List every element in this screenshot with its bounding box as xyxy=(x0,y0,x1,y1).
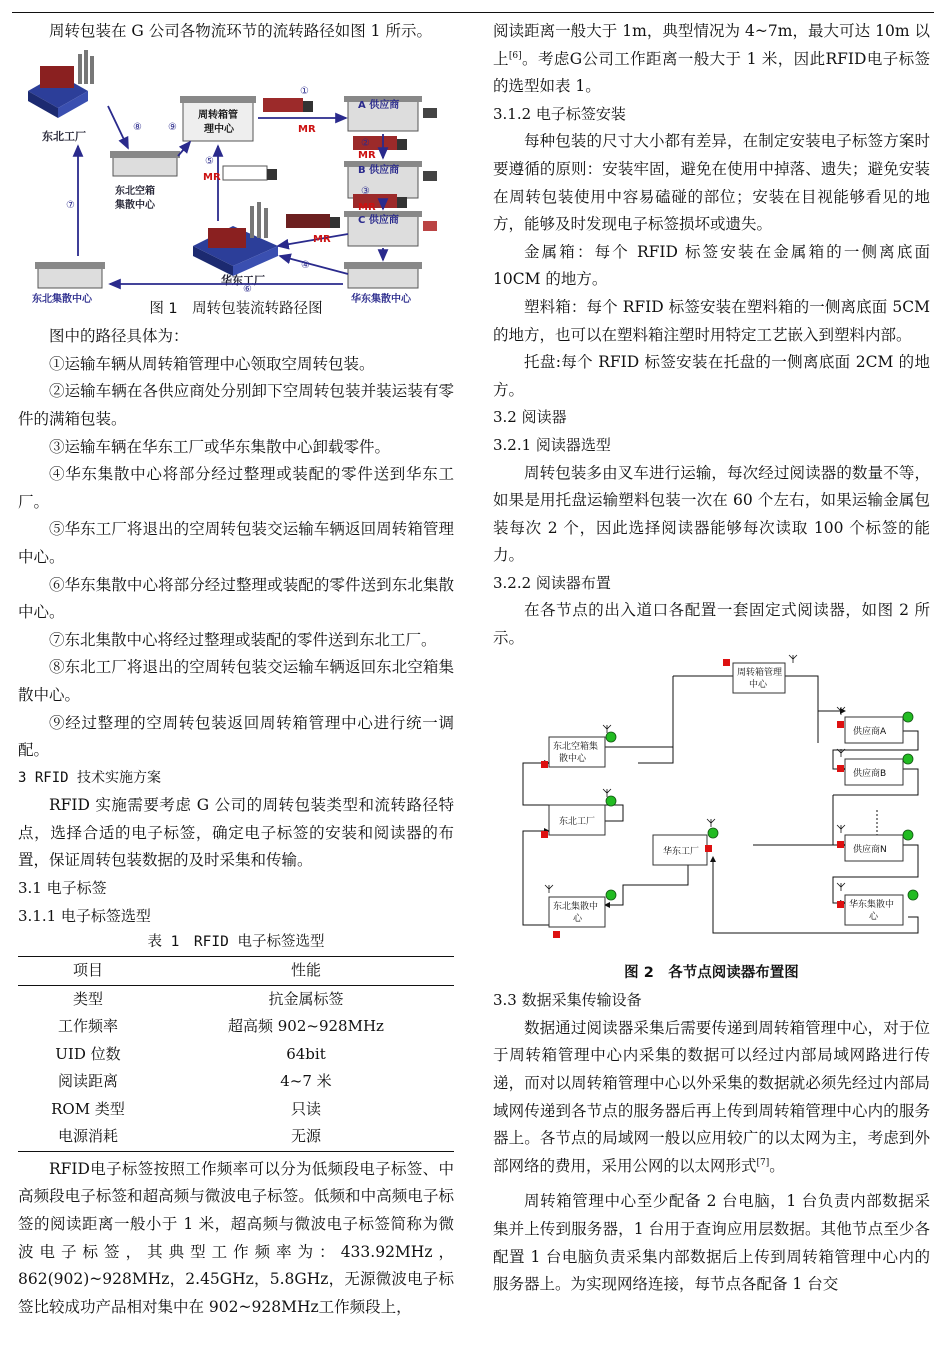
svg-text:②: ② xyxy=(361,137,370,149)
reader-selection-text: 周转包装多由叉车进行运输，每次经过阅读器的数量不等，如果是用托盘运输塑料包装一次在 60 个左右，如果运输金属包装每次 2 个，因此选择阅读器能够每次读取 100 个标签的能力。 xyxy=(493,463,930,565)
path-intro: 图中的路径具体为： xyxy=(49,327,189,346)
plastic-box-text: 塑料箱：每个 RFID 标签安装在塑料箱的一侧离底面 5CM 的地方，也可以在塑料箱注塑时用特定工艺嵌入到塑料内部。 xyxy=(493,297,930,344)
section-3-text: RFID 实施需要考虑 G 公司的周转包装类型和流转路径特点，选择合适的电子标签，确定电子标签的安装和阅读器的布置，保证周转包装数据的及时采集和传输。 xyxy=(18,796,454,870)
path-item-9: ⑨经过整理的空周转包装返回周转箱管理中心进行统一调配。 xyxy=(18,713,454,760)
path-item-7: ⑦东北集散中心将经过整理或装配的零件送到东北工厂。 xyxy=(49,630,437,649)
pallet-text: 托盘:每个 RFID 标签安装在托盘的一侧离底面 2CM 的地方。 xyxy=(493,353,930,399)
east-distribution-center-icon xyxy=(344,262,422,288)
svg-text:MR: MR xyxy=(313,233,331,245)
fig1-mgmt-label: 周转箱管 xyxy=(198,109,238,121)
svg-text:①: ① xyxy=(300,85,309,97)
fig2-red-gateways xyxy=(541,659,844,938)
path-item-1: ①运输车辆从周转箱管理中心领取空周转包装。 xyxy=(49,354,375,373)
svg-text:③: ③ xyxy=(361,185,370,197)
fig1-east-dist-label: 华东集散中心 xyxy=(351,293,411,305)
section-3-1-1-heading: 3.1.1 电子标签选型 xyxy=(18,906,151,925)
data-transfer-paragraph: 数据通过阅读器采集后需要传递到周转箱管理中心，对于位于周转箱管理中心内采集的数据可以经过内部局域网路进行传递，而对以周转箱管理中心以外采集的数据就必须先经过内部局域网传递到各节点的服务器后再上传到周转箱管理中心内的服务器上。各节点的局域网一般以应用较广的以太网为主，考虑到外部网络的费用，采用公网的以太网形式[7]。 xyxy=(493,1018,930,1175)
svg-text:供应商N: 供应商N xyxy=(853,844,887,855)
svg-text:⑨: ⑨ xyxy=(168,121,177,133)
svg-text:⑦: ⑦ xyxy=(66,199,75,211)
figure-1-caption: 图 1 周转包装流转路径图 xyxy=(149,300,323,317)
svg-text:中心: 中心 xyxy=(749,679,768,690)
section-3-2-2-heading: 3.2.2 阅读器布置 xyxy=(493,573,611,592)
svg-text:⑥: ⑥ xyxy=(243,283,252,295)
northeast-factory-icon xyxy=(28,50,94,118)
table-1-caption: 表 1 RFID 电子标签选型 xyxy=(147,934,325,951)
path-item-2: ②运输车辆在各供应商处分别卸下空周转包装并装运装有零件的满箱包装。 xyxy=(18,382,454,428)
computer-config-paragraph: 周转箱管理中心至少配备 2 台电脑，1 台负责内部数据采集并上传到服务器，1 台用于查询应用层数据。其他节点至少各配置 1 台电脑负责采集内部数据后上传到周转箱管理中心内的服务器上。为实现网络连接，每节点各配备 1 台交 xyxy=(493,1192,930,1294)
section-3-1-heading: 3.1 电子标签 xyxy=(18,879,107,898)
svg-text:MR: MR xyxy=(358,149,376,161)
fig1-ne-dist-label: 东北集散中心 xyxy=(32,293,92,305)
fig1-supplier-b-label: B 供应商 xyxy=(358,164,400,176)
svg-text:供应商B: 供应商B xyxy=(853,768,887,779)
table-row: 电源消耗 无源 xyxy=(18,1123,454,1151)
left-column xyxy=(18,18,454,1321)
svg-text:华东工厂: 华东工厂 xyxy=(663,846,700,857)
svg-text:散中心: 散中心 xyxy=(559,753,587,764)
svg-text:MR: MR xyxy=(298,123,316,135)
top-rule xyxy=(12,12,934,13)
citation-6: [6] xyxy=(508,50,522,61)
svg-text:心: 心 xyxy=(869,911,879,922)
fig1-supplier-c-label: C 供应商 xyxy=(358,214,399,226)
table-header-item: 项目 xyxy=(72,961,103,980)
path-item-3: ③运输车辆在华东工厂或华东集散中心卸载零件。 xyxy=(49,437,391,456)
path-item-4: ④华东集散中心将部分经过整理或装配的零件送到华东工厂。 xyxy=(18,465,454,511)
table-1-rfid-tag-selection xyxy=(18,956,454,1152)
svg-text:④: ④ xyxy=(301,259,310,271)
svg-text:东北集散中: 东北集散中 xyxy=(553,901,599,912)
path-item-8: ⑧东北工厂将退出的空周转包装交运输车辆返回东北空箱集散中心。 xyxy=(18,658,454,704)
table-row: ROM 类型 只读 xyxy=(51,1099,321,1118)
section-3-2-heading: 3.2 阅读器 xyxy=(493,408,567,427)
svg-text:华东集散中: 华东集散中 xyxy=(849,899,895,910)
fig1-ne-empty-label-2: 集散中心 xyxy=(115,199,155,211)
figure-2-caption: 图 2 各节点阅读器布置图 xyxy=(624,964,799,981)
reader-layout-text: 在各节点的出入道口各配置一套固定式阅读器，如图 2 所示。 xyxy=(493,601,930,648)
fig1-mgmt-label-2: 理中心 xyxy=(204,123,234,135)
table-header-performance: 性能 xyxy=(290,961,321,980)
section-3-heading: 3 RFID 技术实施方案 xyxy=(18,769,162,786)
svg-text:东北工厂: 东北工厂 xyxy=(559,816,596,827)
right-column xyxy=(493,18,930,1299)
path-item-5: ⑤华东工厂将退出的空周转包装交运输车辆返回周转箱管理中心。 xyxy=(18,520,454,566)
table-row: UID 位数 64bit xyxy=(55,1044,326,1063)
svg-text:心: 心 xyxy=(573,913,583,924)
fig1-northeast-factory-label: 东北工厂 xyxy=(42,129,86,143)
section-3-2-1-heading: 3.2.1 阅读器选型 xyxy=(493,435,611,454)
svg-text:东北空箱集: 东北空箱集 xyxy=(553,741,599,752)
section-3-3-heading: 3.3 数据采集传输设备 xyxy=(493,991,642,1010)
east-factory-icon xyxy=(193,202,278,276)
svg-text:供应商A: 供应商A xyxy=(853,726,887,737)
figure-1-flow-diagram xyxy=(18,46,454,305)
table-row: 阅读距离 4~7 米 xyxy=(57,1072,332,1091)
install-principles: 每种包装的尺寸大小都有差异，在制定安装电子标签方案时要遵循的原则：安装牢固，避免在使用中掉落、遗失；避免安装在周转包装使用中容易磕碰的部位；安装在目视能够看见的地方，能够及时发现电子标签损坏或遗失。 xyxy=(493,132,930,234)
svg-text:MR: MR xyxy=(358,201,376,213)
svg-text:⑤: ⑤ xyxy=(205,155,214,167)
svg-text:MR: MR xyxy=(203,171,221,183)
fig1-supplier-a-label: A 供应商 xyxy=(358,99,400,111)
path-item-6: ⑥华东集散中心将部分经过整理或装配的零件送到东北集散中心。 xyxy=(18,575,454,622)
svg-text:⑧: ⑧ xyxy=(133,121,142,133)
table-row: 工作频率 超高频 902~928MHz xyxy=(57,1017,384,1036)
intro-paragraph: 周转包装在 G 公司各物流环节的流转路径如图 1 所示。 xyxy=(49,22,432,40)
svg-text:周转箱管理: 周转箱管理 xyxy=(737,667,783,678)
continued-paragraph: 阅读距离一般大于 1m，典型情况为 4~7m，最大可达 10m 以上[6]。考虑G公司工作距离一般大于 1 米，因此RFID电子标签的选型如表 1。 xyxy=(493,22,930,96)
fig1-ne-empty-label: 东北空箱 xyxy=(115,185,155,197)
ne-distribution-center-icon xyxy=(35,262,105,288)
metal-box-text: 金属箱：每个 RFID 标签安装在金属箱的一侧离底面 10CM 的地方。 xyxy=(493,242,930,289)
section-3-1-2-heading: 3.1.2 电子标签安装 xyxy=(493,104,626,123)
fig1-east-factory-label: 华东工厂 xyxy=(221,273,265,287)
ne-empty-box-center-icon xyxy=(110,151,180,176)
after-table-paragraph: RFID电子标签按照工作频率可以分为低频段电子标签、中高频段电子标签和超高频与微波电子标签。低频和中高频电子标签的阅读距离一般小于 1 米，超高频与微波电子标签简称为微波电子标签，其典型工作频率为：433.92MHz，862(902)~928MHz，2.45GHz，5.8GHz，无源微波电子标签比较成功产品相对集中在 902~928MHz工作频段上， xyxy=(18,1159,454,1316)
figure-2-reader-layout-diagram xyxy=(493,655,930,960)
table-row: 类型 抗金属标签 xyxy=(72,989,344,1008)
citation-7: [7] xyxy=(756,1157,770,1168)
